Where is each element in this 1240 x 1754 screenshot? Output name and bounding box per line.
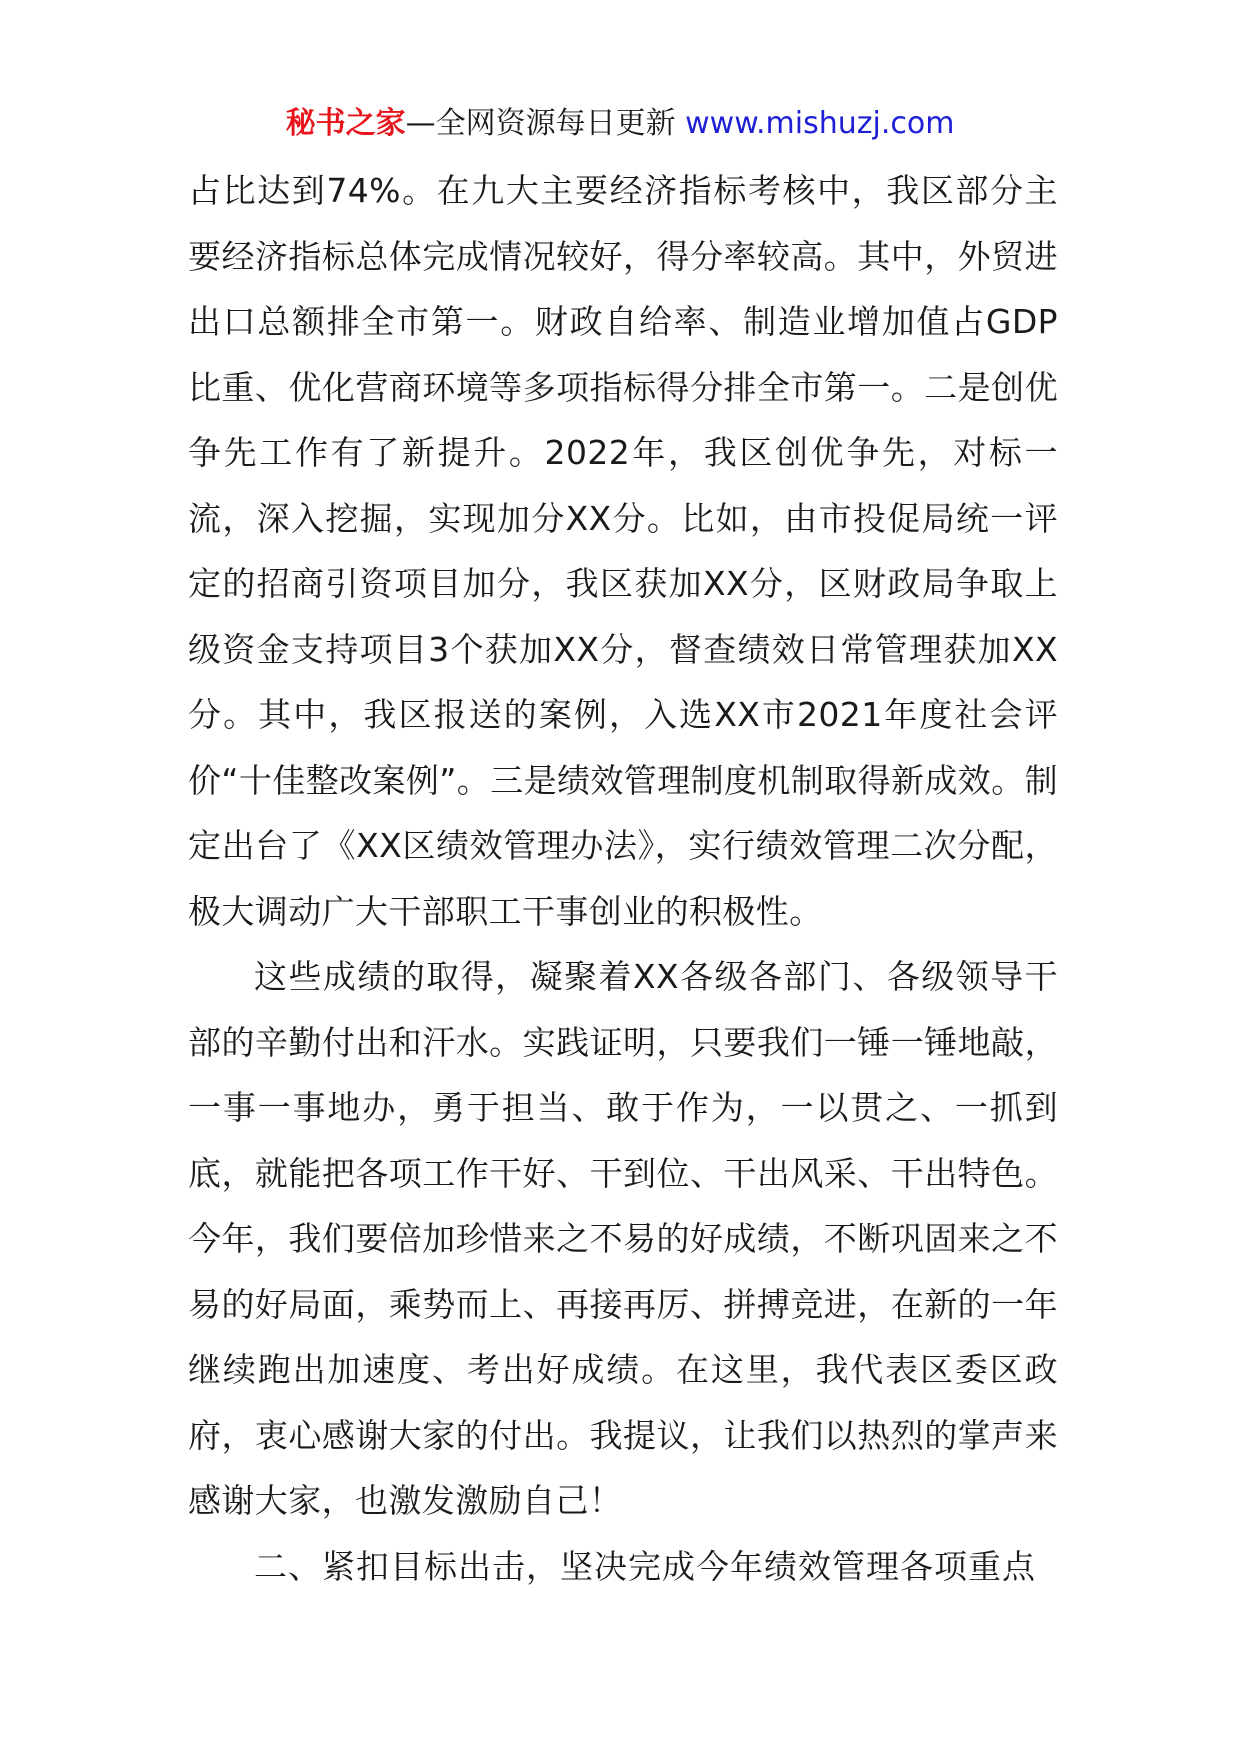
paragraph-continuation: 占比达到74%。在九大主要经济指标考核中，我区部分主要经济指标总体完成情况较好，得分率较高。其中，外贸进出口总额排全市第一。财政自给率、制造业增加值占GDP比重、优化营商环境等多项指标得分排全市第一。二是创优争先工作有了新提升。2022年，我区创优争先，对标一流，深入挖掘，实现加分XX分。比如，由市投促局统一评定的招商引资项目加分，我区获加XX分，区财政局争取上级资金支持项目3个获加XX分，督查绩效日常管理获加XX分。其中，我区报送的案例，入选XX市2021年度社会评价“十佳整改案例”。三是绩效管理制度机制取得新成效。制定出台了《XX区绩效管理办法》，实行绩效管理二次分配，极大调动广大干部职工干事创业的积极性。 — [188, 171, 1058, 931]
site-tagline: —全网资源每日更新 — [405, 106, 676, 141]
paragraph-achievements: 这些成绩的取得，凝聚着XX各级各部门、各级领导干部的辛勤付出和汗水。实践证明，只要我们一锤一锤地敲，一事一事地办，勇于担当、敢于作为，一以贯之、一抓到底，就能把各项工作干好、干到位、干出风采、干出特色。今年，我们要倍加珍惜来之不易的好成绩，不断巩固来之不易的好局面，乘势而上、再接再厉、拼搏竞进，在新的一年继续跑出加速度、考出好成绩。在这里，我代表区委区政府，衷心感谢大家的付出。我提议，让我们以热烈的掌声来感谢大家，也激发激励自己！ — [188, 957, 1058, 1520]
site-url-link[interactable]: www.mishuzj.com — [685, 106, 955, 141]
section-heading: 二、紧扣目标出击，坚决完成今年绩效管理各项重点 — [254, 1546, 1036, 1586]
site-brand: 秘书之家 — [285, 106, 406, 141]
document-body — [188, 158, 1058, 1599]
site-header — [0, 104, 1240, 144]
